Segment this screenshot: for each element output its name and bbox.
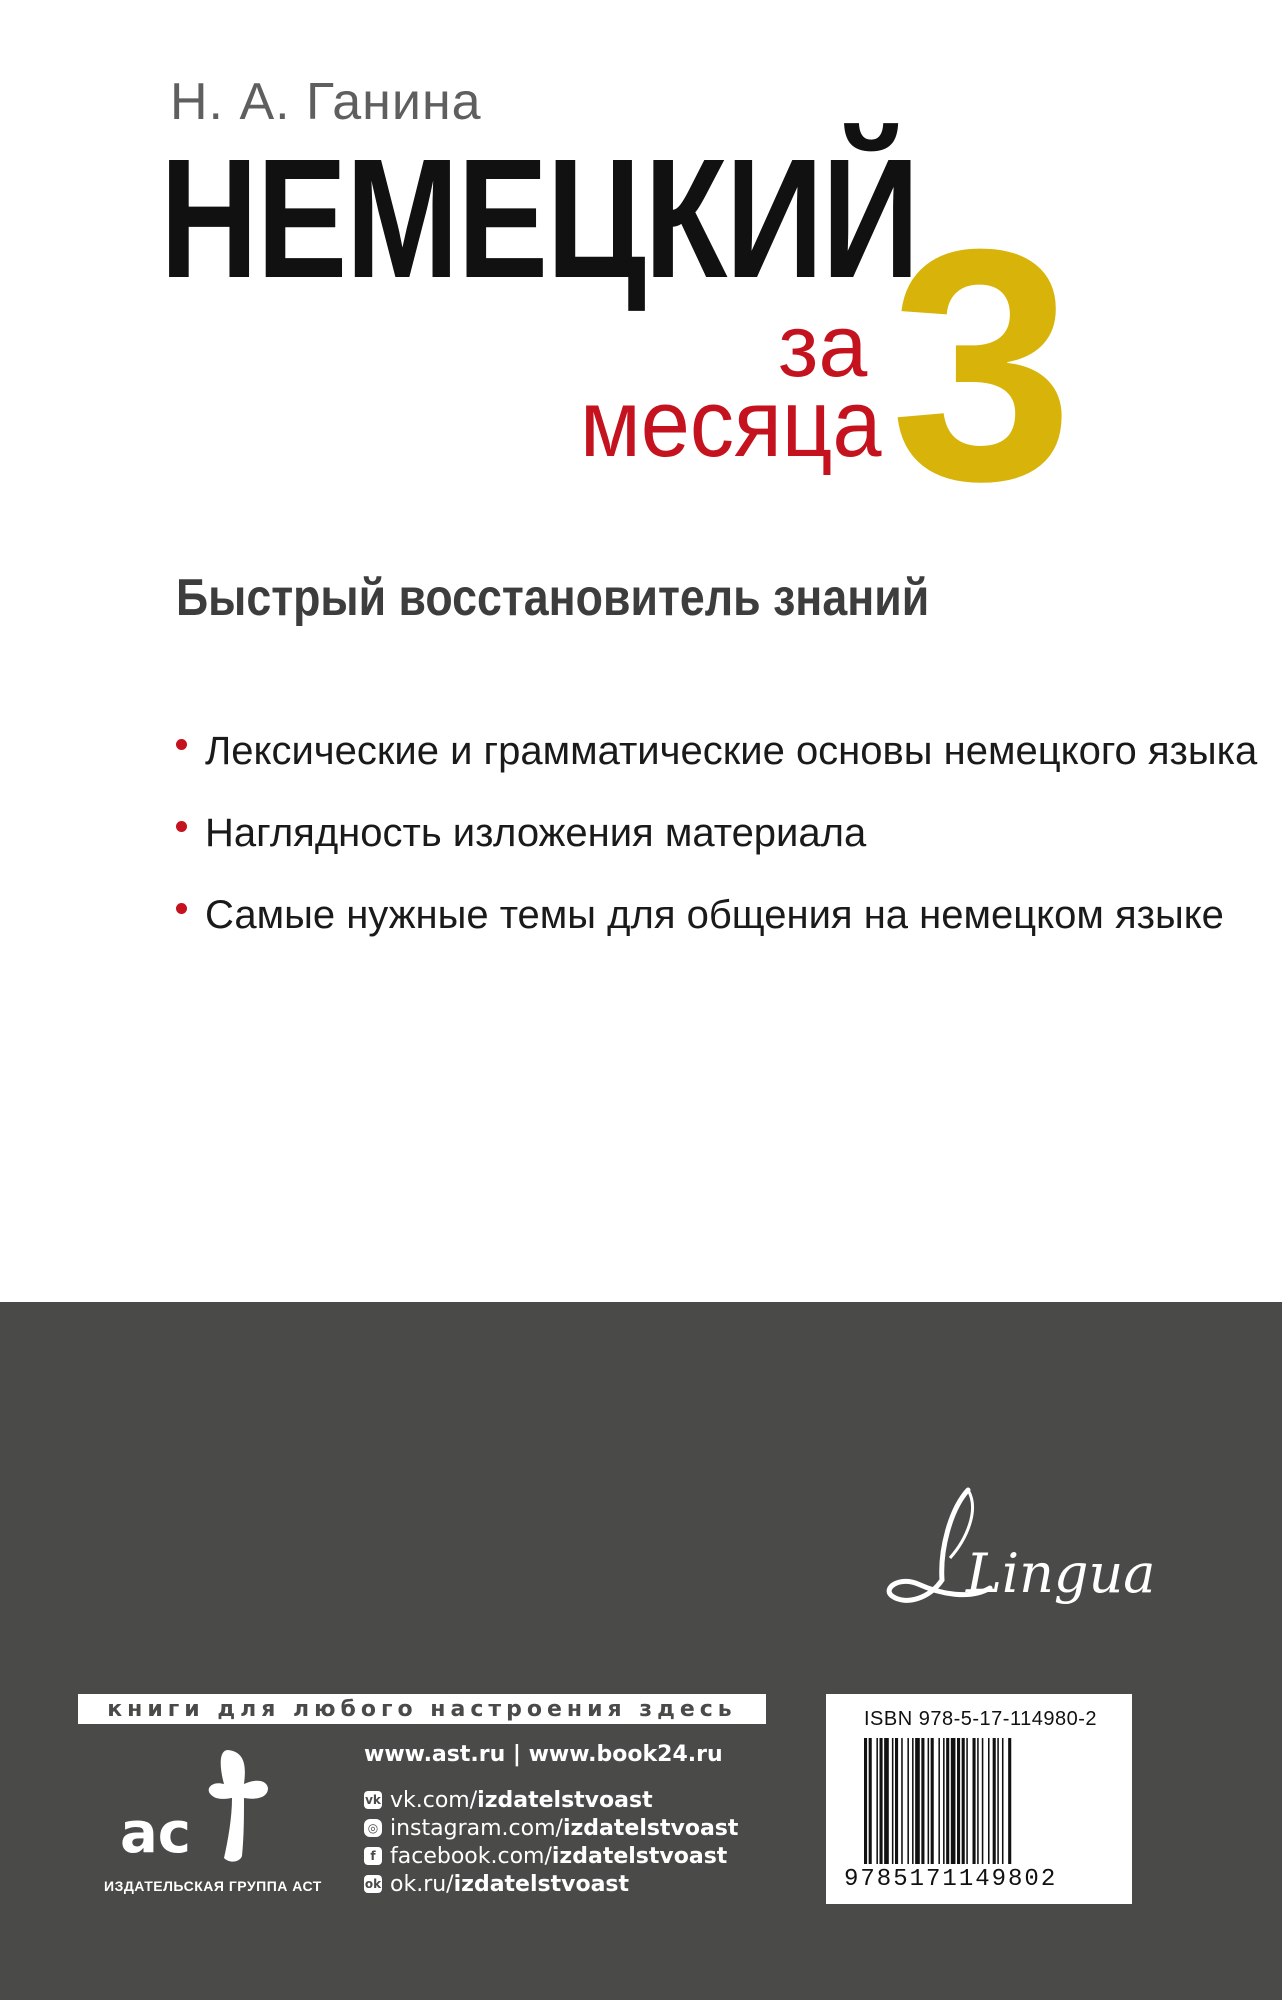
social-link-instagram[interactable]: [364, 1814, 738, 1842]
barcode-bar: [915, 1738, 920, 1864]
social-handle: izdatelstvoast: [551, 1843, 728, 1869]
isbn-block: [826, 1694, 1132, 1904]
social-prefix: instagram.com/: [390, 1815, 563, 1841]
social-handle: izdatelstvoast: [562, 1815, 739, 1841]
facebook-icon: f: [364, 1847, 382, 1865]
barcode-bar: [931, 1738, 934, 1864]
publisher-sites[interactable]: www.ast.ru | www.book24.ru: [364, 1742, 723, 1767]
barcode-bar: [943, 1738, 945, 1864]
social-handle: izdatelstvoast: [453, 1871, 630, 1897]
social-link-ok[interactable]: [364, 1870, 738, 1898]
barcode-bar: [993, 1738, 996, 1864]
barcode-bar: [928, 1738, 930, 1864]
barcode-bar: [957, 1738, 960, 1864]
barcode-digits: 9785171149802: [844, 1866, 1058, 1893]
barcode-bar: [982, 1738, 984, 1864]
social-link-facebook[interactable]: [364, 1842, 738, 1870]
barcode-bar: [869, 1738, 872, 1864]
barcode-bar: [938, 1738, 940, 1864]
list-item-text: Лексические и грамматические основы немецкого языка: [205, 728, 1258, 773]
feature-list: [176, 710, 1257, 956]
social-prefix: vk.com/: [390, 1787, 478, 1813]
barcode-bar: [962, 1738, 965, 1864]
barcode-bar: [988, 1738, 990, 1864]
ast-logo-icon: [120, 1740, 300, 1870]
social-links: [364, 1786, 738, 1898]
title-mesyaca: месяца: [580, 370, 882, 477]
barcode-bar: [895, 1738, 898, 1864]
svg-text:ac: ac: [120, 1801, 191, 1866]
slogan-bar: [78, 1694, 766, 1724]
barcode-bar: [921, 1738, 924, 1864]
list-item-text: Самые нужные темы для общения на немецком языке: [205, 892, 1224, 937]
barcode-bar: [912, 1738, 914, 1864]
list-item: [176, 792, 1257, 874]
publisher-caption: ИЗДАТЕЛЬСКАЯ ГРУППА АСТ: [104, 1878, 322, 1894]
barcode-bar: [977, 1738, 979, 1864]
list-item: [176, 874, 1257, 956]
lingua-logo-icon: [870, 1480, 1156, 1630]
social-handle: izdatelstvoast: [477, 1787, 653, 1813]
barcode-icon: [860, 1738, 1106, 1864]
svg-text:Lingua: Lingua: [966, 1542, 1156, 1605]
book-subtitle: Быстрый восстановитель знаний: [176, 569, 930, 627]
list-item: [176, 710, 1257, 792]
title-za: за: [778, 296, 868, 395]
barcode-bar: [907, 1738, 909, 1864]
barcode-bar: [864, 1738, 867, 1864]
social-prefix: facebook.com/: [390, 1843, 552, 1869]
vk-icon: vk: [365, 1793, 381, 1807]
social-link-vk[interactable]: [364, 1786, 738, 1814]
list-item-text: Наглядность изложения материала: [205, 810, 867, 855]
book-title: НЕМЕЦКИЙ: [160, 124, 918, 314]
social-prefix: ok.ru/: [390, 1871, 454, 1897]
author-name: Н. А. Ганина: [170, 73, 482, 131]
slogan-text: книги для любого настроения здесь: [107, 1696, 737, 1722]
barcode-bar: [876, 1738, 878, 1864]
ok-icon: ok: [364, 1877, 382, 1891]
barcode-bar: [966, 1738, 968, 1864]
title-number: 3: [890, 180, 1074, 549]
barcode-bar: [997, 1738, 999, 1864]
barcode-bar: [1002, 1738, 1004, 1864]
bullet-dot-icon: [176, 821, 187, 832]
barcode-bar: [901, 1738, 903, 1864]
barcode-bar: [880, 1738, 883, 1864]
barcode-bar: [884, 1738, 889, 1864]
isbn-label: ISBN 978-5-17-114980-2: [864, 1708, 1097, 1730]
barcode-bar: [892, 1738, 894, 1864]
instagram-icon: ◎: [364, 1819, 382, 1837]
bullet-dot-icon: [176, 903, 187, 914]
bullet-dot-icon: [176, 739, 187, 750]
barcode-bar: [946, 1738, 949, 1864]
barcode-bar: [951, 1738, 956, 1864]
barcode-bar: [973, 1738, 976, 1864]
barcode-bar: [1008, 1738, 1011, 1864]
